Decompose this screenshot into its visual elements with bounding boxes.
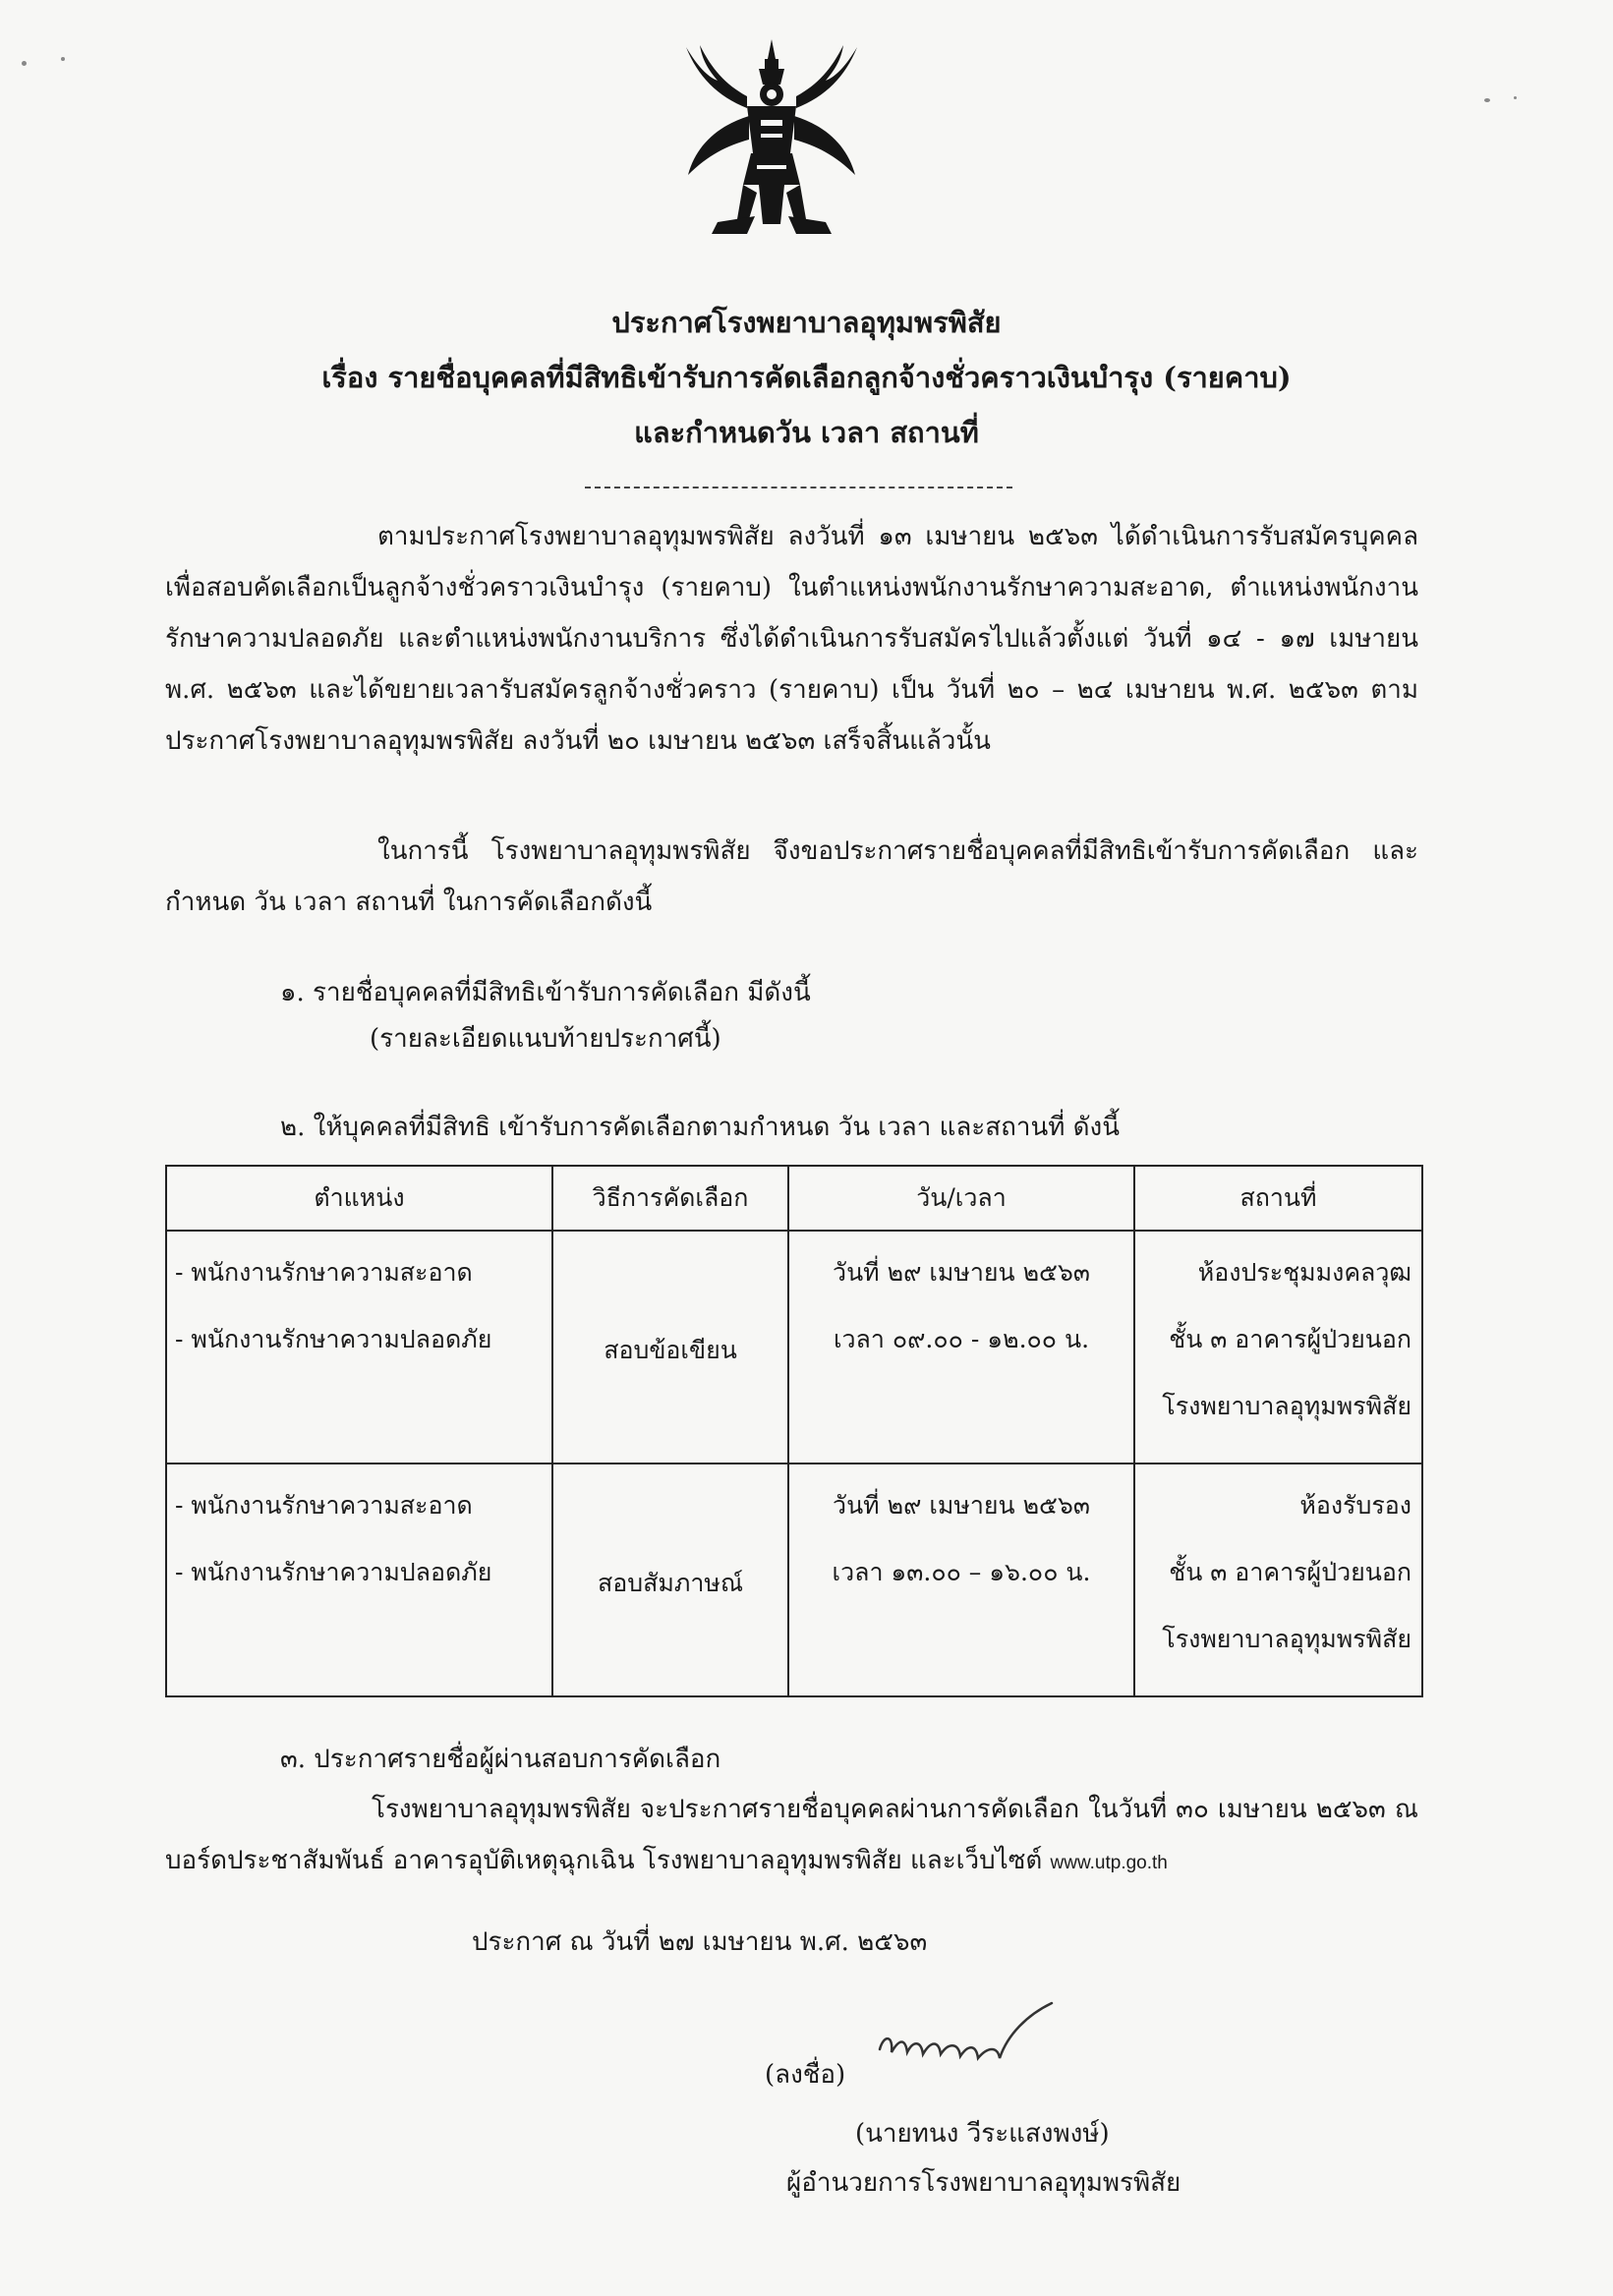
scan-speck — [22, 61, 27, 66]
announcement-date: ประกาศ ณ วันที่ ๒๗ เมษายน พ.ศ. ๒๕๖๓ — [472, 1927, 928, 1957]
header-method: วิธีการคัดเลือก — [552, 1166, 788, 1231]
header-location: สถานที่ — [1134, 1166, 1422, 1231]
cell-positions — [166, 1231, 552, 1464]
location-line: ห้องประชุมมงคลวุฒ — [1197, 1258, 1411, 1287]
table-row — [166, 1464, 1422, 1696]
location-line: โรงพยาบาลอุทุมพรพิสัย — [1162, 1392, 1411, 1420]
item-3-heading: ๓. ประกาศรายชื่อผู้ผ่านสอบการคัดเลือก — [280, 1745, 721, 1774]
paragraph-announcement: ในการนี้ โรงพยาบาลอุทุมพรพิสัย จึงขอประกาศรายชื่อบุคคลที่มีสิทธิเข้ารับการคัดเลือก และกำหนด วัน เวลา สถานที่ ในการคัดเลือกดังนี้ — [165, 836, 1418, 917]
announcement-subject-cont: และกำหนดวัน เวลา สถานที่ — [634, 416, 979, 449]
cell-datetime — [788, 1464, 1134, 1696]
scan-speck — [1514, 96, 1517, 99]
scan-speck — [1484, 98, 1490, 102]
location-line: ชั้น ๓ อาคารผู้ป่วยนอก — [1169, 1558, 1411, 1586]
results-text: โรงพยาบาลอุทุมพรพิสัย จะประกาศรายชื่อบุคคลผ่านการคัดเลือก ในวันที่ ๓๐ เมษายน ๒๕๖๓ ณ บอร์ดประชาสัมพันธ์ อาคารอุบัติเหตุฉุกเฉิน โรงพยาบาลอุทุมพรพิสัย และเว็บไซต์ — [165, 1795, 1418, 1875]
schedule-table — [165, 1165, 1423, 1697]
table-header-row — [166, 1166, 1422, 1231]
position-item: - พนักงานรักษาความปลอดภัย — [175, 1325, 492, 1353]
date-line: วันที่ ๒๙ เมษายน ๒๕๖๓ — [833, 1258, 1090, 1287]
cell-method: สอบสัมภาษณ์ — [552, 1464, 788, 1696]
cell-positions — [166, 1464, 552, 1696]
location-line: ชั้น ๓ อาคารผู้ป่วยนอก — [1169, 1325, 1411, 1353]
signature-label: (ลงชื่อ) — [765, 2060, 846, 2090]
scan-speck — [61, 57, 65, 61]
item-2-heading: ๒. ให้บุคคลที่มีสิทธิ เข้ารับการคัดเลือกตามกำหนด วัน เวลา และสถานที่ ดังนี้ — [280, 1113, 1120, 1142]
date-line: วันที่ ๒๙ เมษายน ๒๕๖๓ — [833, 1491, 1090, 1520]
table-row — [166, 1231, 1422, 1464]
website-link[interactable]: www.utp.go.th — [1050, 1853, 1168, 1873]
location-line: โรงพยาบาลอุทุมพรพิสัย — [1162, 1625, 1411, 1653]
position-item: - พนักงานรักษาความสะอาด — [175, 1258, 473, 1287]
announcement-subject: เรื่อง รายชื่อบุคคลที่มีสิทธิเข้ารับการคัดเลือกลูกจ้างชั่วคราวเงินบำรุง (รายคาบ) — [321, 361, 1292, 394]
location-line: ห้องรับรอง — [1299, 1491, 1411, 1520]
time-line: เวลา ๑๓.๐๐ – ๑๖.๐๐ น. — [832, 1558, 1091, 1586]
position-item: - พนักงานรักษาความปลอดภัย — [175, 1558, 492, 1586]
paragraph-results — [165, 1784, 1418, 1889]
paragraph-intro: ตามประกาศโรงพยาบาลอุทุมพรพิสัย ลงวันที่ ๑๓ เมษายน ๒๕๖๓ ได้ดำเนินการรับสมัครบุคคลเพื่อสอบคัดเลือกเป็นลูกจ้างชั่วคราวเงินบำรุง (รายคาบ) ในตำแหน่งพนักงานรักษาความสะอาด, ตำแหน่งพนักงานรักษาความปลอดภัย และตำแหน่งพนักงานบริการ ซึ่งได้ดำเนินการรับสมัครไปแล้วตั้งแต่ วันที่ ๑๔ - ๑๗ เมษายน พ.ศ. ๒๕๖๓ และได้ขยายเวลารับสมัครลูกจ้างชั่วคราว (รายคาบ) เป็น วันที่ ๒๐ – ๒๔ เมษายน พ.ศ. ๒๕๖๓ ตามประกาศโรงพยาบาลอุทุมพรพิสัย ลงวันที่ ๒๐ เมษายน ๒๕๖๓ เสร็จสิ้นแล้วนั้น — [165, 522, 1418, 756]
cell-datetime — [788, 1231, 1134, 1464]
signer-name: (นายทนง วีระแสงพงษ์) — [855, 2119, 1110, 2149]
cell-location — [1134, 1231, 1422, 1464]
item-1-note: (รายละเอียดแนบท้ายประกาศนี้) — [370, 1024, 721, 1054]
signer-title: ผู้อำนวยการโรงพยาบาลอุทุมพรพิสัย — [786, 2168, 1181, 2198]
signature-icon — [870, 1995, 1066, 2079]
garuda-emblem-icon — [678, 37, 865, 254]
announcement-header — [0, 295, 1613, 460]
header-position: ตำแหน่ง — [166, 1166, 552, 1231]
item-1-heading: ๑. รายชื่อบุคคลที่มีสิทธิเข้ารับการคัดเลือก มีดังนี้ — [280, 978, 811, 1007]
announcement-title: ประกาศโรงพยาบาลอุทุมพรพิสัย — [611, 306, 1002, 339]
position-item: - พนักงานรักษาความสะอาด — [175, 1491, 473, 1520]
cell-location — [1134, 1464, 1422, 1696]
cell-method: สอบข้อเขียน — [552, 1231, 788, 1464]
dashed-divider — [585, 487, 1012, 488]
header-datetime: วัน/เวลา — [788, 1166, 1134, 1231]
time-line: เวลา ๐๙.๐๐ - ๑๒.๐๐ น. — [833, 1325, 1090, 1353]
